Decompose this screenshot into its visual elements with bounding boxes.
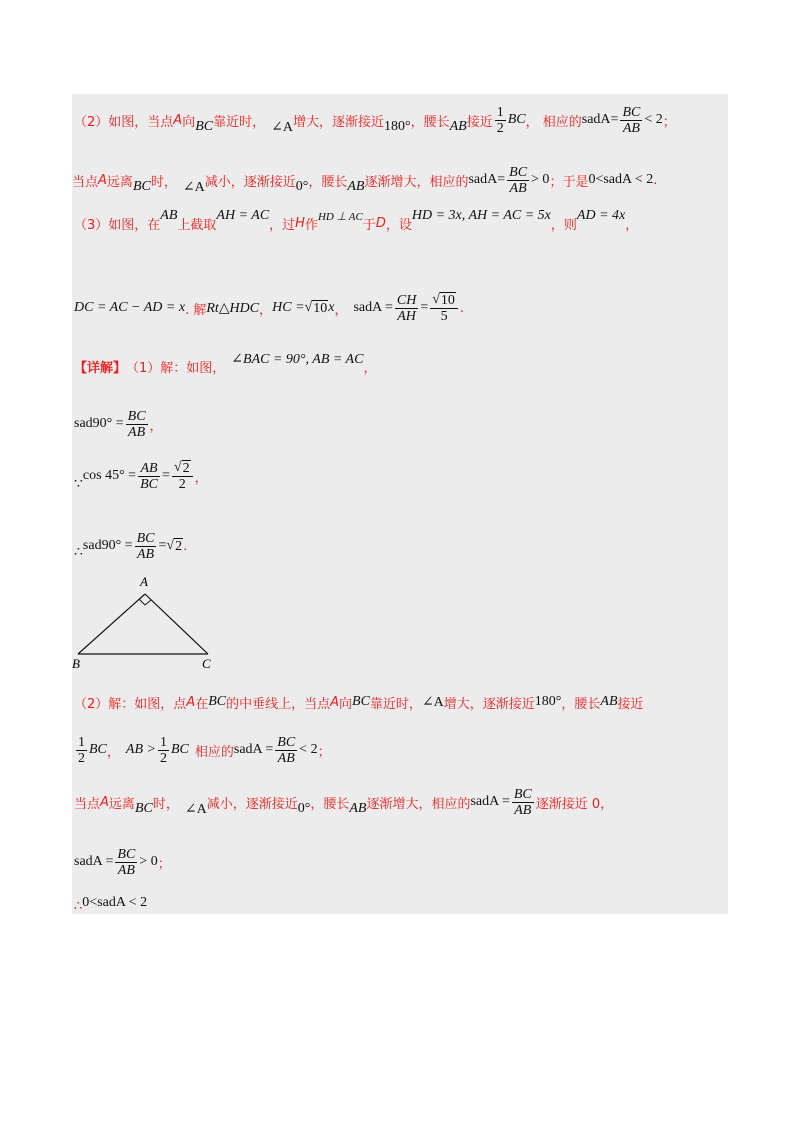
segment-ac — [145, 594, 208, 654]
label-b: B — [72, 656, 80, 670]
solution-line-2: （2）解：如图，点 A 在 BC 的中垂线上，当点 A 向 BC 靠近时， ∠A 增大，逐渐接近 180° ，腰长 AB 接近 — [74, 694, 644, 712]
label-c: C — [202, 656, 211, 670]
equation-cos45: ∵ cos 45° = $\frac{AB}{BC}$ = √ 2 2 ， — [74, 460, 208, 492]
solution-line-5: sadA = $\frac{BC}{AB}$ > 0 ； — [74, 846, 171, 878]
solution-conclusion: ∴ 0<sadA < 2 — [74, 895, 148, 914]
fraction-bc-ab: $\frac{BC}{AB}$ — [622, 104, 641, 136]
solution-header: 【详解】 （1）解：如图， ∠BAC = 90°, AB = AC ， — [74, 351, 377, 376]
analysis-line-2: （2）如图，当点 A 向 BC 靠近时， ∠A 增大，逐渐接近 180° ，腰长 AB 接近 $\frac{1}{2}$ BC ， 相应的 sadA = $\frac{BC}{AB}$ < 2 ； — [74, 104, 676, 136]
equation-sad90-result: ∴ sad90° = $\frac{BC}{AB}$ = √ 2 . — [74, 530, 188, 562]
solution-line-4: 当点 A 远离 BC 时， ∠A 减小，逐渐接近 0° ，腰长 AB 逐渐增大，相应的 sadA = $\frac{BC}{AB}$ 逐渐接近 0， — [74, 786, 614, 818]
triangle-figure — [68, 570, 218, 670]
right-angle-mark — [139, 599, 151, 605]
analysis-line-4: （3）如图，在 AB 上截取 AH = AC ，过 H 作 HD ⊥ AC 于 D ，设 HD = 3x, AH = AC = 5x ，则 AD = 4x ， — [74, 208, 639, 233]
fraction-half: $\frac{1}{2}$ — [496, 104, 504, 136]
analysis-line-5: DC = AC − AD = x . 解 Rt△HDC ， HC = √ 10 x ， sadA = $\frac{CH}{AH}$ = √ 10 5 . — [74, 292, 465, 324]
solution-line-3: $\frac{1}{2}$ BC ， AB > $\frac{1}{2}$ BC 相应的 sadA = $\frac{BC}{AB}$ < 2 ； — [78, 734, 331, 766]
analysis-line-3: 当点 A 远离 BC 时， ∠A 减小，逐渐接近 0° ，腰长 AB 逐渐增大，相应的 sadA = $\frac{BC}{AB}$ > 0 ；于是 0<sadA < 2 . — [72, 164, 658, 196]
segment-ab — [78, 594, 145, 654]
label-a: A — [140, 574, 148, 589]
equation-sad90: sad90° = $\frac{BC}{AB}$ ， — [74, 408, 163, 440]
